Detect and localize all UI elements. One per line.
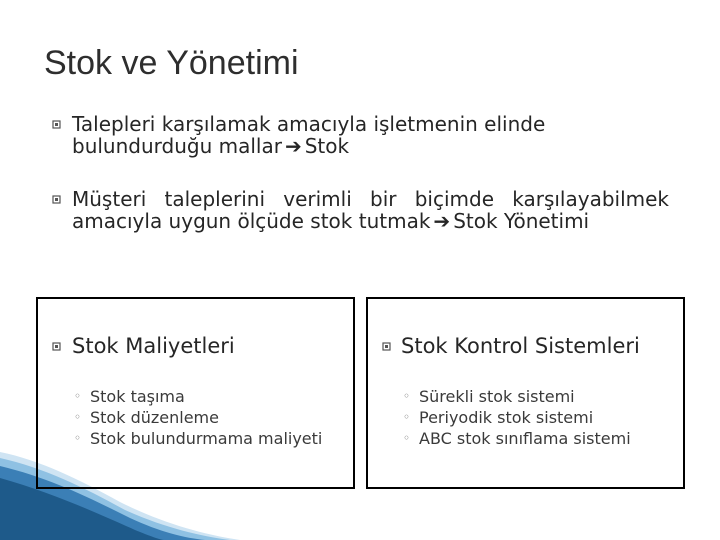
sub-list [72,386,322,449]
square-bullet-icon [52,120,61,129]
hollow-circle-icon: ◦ [74,410,82,424]
column-heading: Stok Maliyetleri [72,334,235,358]
bullet-result: Stok [304,134,350,158]
list-item: ◦ Sürekli stok sistemi [403,387,575,406]
square-bullet-icon [52,342,61,351]
hollow-circle-icon: ◦ [74,389,82,403]
bullet-item [72,188,669,232]
hollow-circle-icon: ◦ [403,431,411,445]
square-bullet-icon [382,342,391,351]
bullet-text: Talepleri karşılamak amacıyla işletmenin elinde bulundurduğu mallar [72,112,546,158]
bullet-result: Stok Yönetimi [453,209,590,233]
hollow-circle-icon: ◦ [403,389,411,403]
arrow-right-icon: ➔ [433,209,451,233]
list-item: ◦ Stok taşıma [74,387,185,406]
list-item: ◦ Periyodik stok sistemi [403,408,594,427]
list-item: ◦ ABC stok sınıflama sistemi [403,429,631,448]
bullet-text: Müşteri taleplerini verimli bir biçimde karşılayabilmek amacıyla uygun ölçüde stok tutmak [72,187,669,233]
slide-title: Stok ve Yönetimi [44,44,299,82]
hollow-circle-icon: ◦ [403,410,411,424]
hollow-circle-icon: ◦ [74,431,82,445]
list-item: ◦ Stok bulundurmama maliyeti [74,429,323,448]
sub-list [401,386,631,449]
square-bullet-icon [52,195,61,204]
arrow-right-icon: ➔ [284,134,302,158]
list-item: ◦ Stok düzenleme [74,408,219,427]
bullet-item [72,113,672,157]
column-heading: Stok Kontrol Sistemleri [401,334,640,358]
